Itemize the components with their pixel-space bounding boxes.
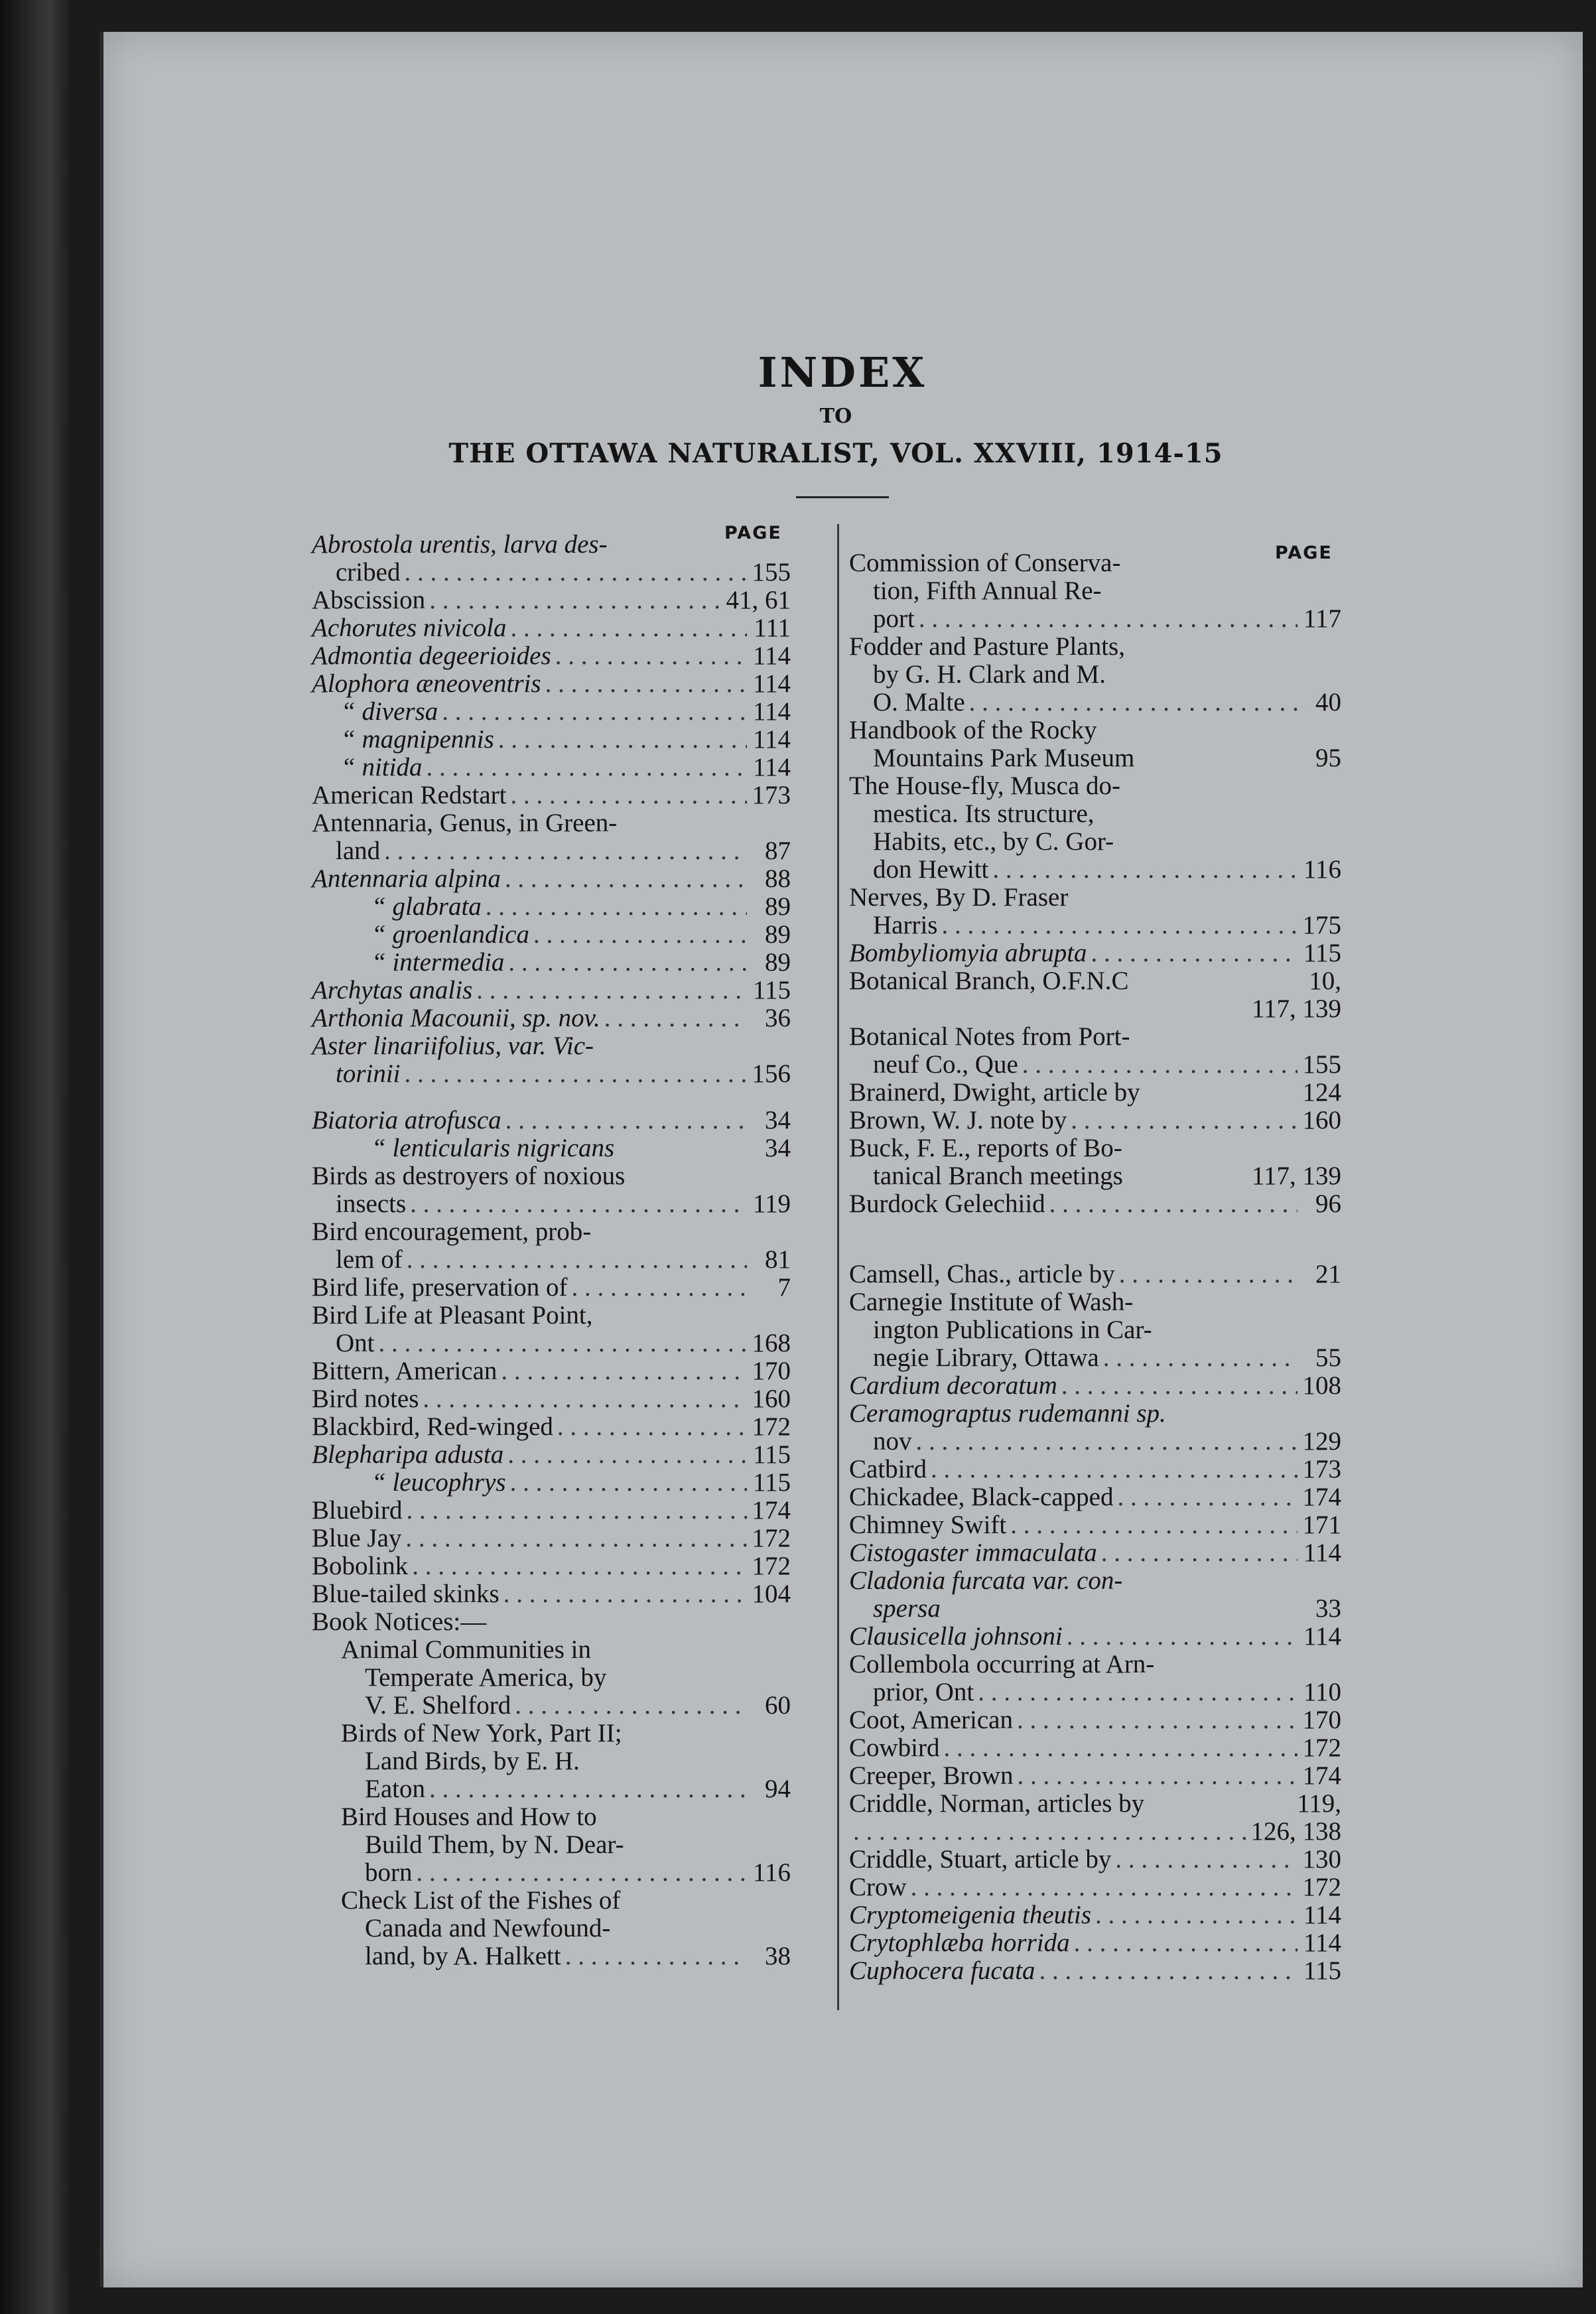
index-entry: Botanical Branch, O.F.N.C 10,: [849, 967, 1341, 995]
index-entry: Bird life, preservation of . . . 7: [312, 1274, 791, 1302]
index-entry: Arthonia Macounii, sp. nov. . . . 36: [312, 1004, 791, 1032]
index-entry: Bittern, American . . . 170: [312, 1357, 791, 1385]
column-divider: [837, 524, 839, 2010]
index-entry: Check List of the Fishes of Canada and Newfound- land, by A. Halkett . . . 38: [312, 1887, 791, 1970]
index-entry: Achorutes nivicola . . . 111: [312, 614, 791, 642]
index-entry: Antennaria alpina . . . 88: [312, 865, 791, 893]
index-entry: Carnegie Institute of Wash- ington Publications in Car- negie Library, Ottawa . . . 55: [849, 1288, 1341, 1372]
page-label-col1: PAGE: [724, 523, 782, 543]
index-entry: 117, 139: [1251, 994, 1341, 1023]
index-entry: Cardium decoratum . . . 108: [849, 1372, 1341, 1400]
index-entry: Creeper, Brown . . . 174: [849, 1762, 1341, 1790]
index-entry: Bobolink . . . 172: [312, 1552, 791, 1580]
index-entry: Alophora æneoventris . . . 114: [312, 670, 791, 698]
index-entry: Bird notes . . . 160: [312, 1385, 791, 1413]
index-entry: Abrostola urentis, larva des- cribed . . . 155: [312, 531, 791, 586]
index-entry: Botanical Notes from Port- neuf Co., Que . . . 155: [849, 1023, 1341, 1079]
book-spine: [0, 0, 72, 2314]
index-entry: “ diversa . . . 114: [312, 698, 791, 726]
page-label-col2: PAGE: [1275, 543, 1333, 563]
index-entry: “ nitida . . . 114: [312, 754, 791, 782]
index-entry: Antennaria, Genus, in Green- land . . . 87: [312, 809, 791, 865]
index-entry: Aster linariifolius, var. Vic- torinii . . . 156: [312, 1032, 791, 1088]
index-entry: “ magnipennis . . . 114: [312, 726, 791, 754]
index-entry: Catbird . . . 173: [849, 1456, 1341, 1483]
index-entry: American Redstart . . . 173: [312, 782, 791, 809]
index-entry: Brainerd, Dwight, article by 124: [849, 1078, 1341, 1107]
index-entry: Cryptomeigenia theutis . . . 114: [849, 1901, 1341, 1929]
index-entry: Birds as destroyers of noxious insects . . . 119: [312, 1162, 791, 1218]
index-entry: Ceramograptus rudemanni sp. nov . . . 129: [849, 1400, 1341, 1456]
index-entry: Chimney Swift . . . 171: [849, 1511, 1341, 1539]
index-entry: “ intermedia . . . 89: [312, 949, 791, 977]
index-entry: Bombyliomyia abrupta . . . 115: [849, 939, 1341, 967]
index-entry: “ glabrata . . . 89: [312, 893, 791, 921]
index-entry: Abscission . . . 41, 61: [312, 586, 791, 614]
index-entry: Nerves, By D. Fraser Harris . . . 175: [849, 884, 1341, 939]
index-entry: Brown, W. J. note by . . . 160: [849, 1107, 1341, 1134]
index-title-to: TO: [819, 405, 852, 428]
index-entry: Cuphocera fucata . . . 115: [849, 1957, 1341, 1985]
index-entry: Chickadee, Black-capped . . . 174: [849, 1483, 1341, 1511]
index-entry: Blue-tailed skinks . . . 104: [312, 1580, 791, 1608]
index-entry: Handbook of the Rocky Mountains Park Museum 95: [849, 716, 1341, 772]
index-entry: Criddle, Stuart, article by . . . 130: [849, 1846, 1341, 1873]
index-entry: Admontia degeerioides . . . 114: [312, 642, 791, 670]
index-entry: Cistogaster immaculata . . . 114: [849, 1539, 1341, 1567]
index-entry: “ leucophrys . . . 115: [312, 1469, 791, 1497]
index-entry: The House-fly, Musca do- mestica. Its structure, Habits, etc., by C. Gor- don Hewitt . . . 116: [849, 772, 1341, 884]
title-rule: [796, 496, 889, 498]
index-entry: “ groenlandica . . . 89: [312, 921, 791, 949]
index-column-right: [849, 549, 1341, 1985]
index-entry: Fodder and Pasture Plants, by G. H. Clark and M. O. Malte . . . 40: [849, 633, 1341, 716]
index-entry: Archytas analis . . . 115: [312, 977, 791, 1004]
index-entry: Collembola occurring at Arn- prior, Ont . . . 110: [849, 1651, 1341, 1706]
index-entry: Biatoria atrofusca . . . 34: [312, 1107, 791, 1134]
index-entry: Buck, F. E., reports of Bo- tanical Branch meetings 117, 139: [849, 1134, 1341, 1190]
index-entry: Cowbird . . . 172: [849, 1734, 1341, 1762]
index-entry: Coot, American . . . 170: [849, 1706, 1341, 1734]
index-entry: Criddle, Norman, articles by 119,: [849, 1789, 1341, 1818]
index-entry: Burdock Gelechiid . . . 96: [849, 1190, 1341, 1218]
index-entry: Cladonia furcata var. con- spersa 33: [849, 1566, 1341, 1623]
index-entry: Blue Jay . . . 172: [312, 1525, 791, 1552]
index-entry: Book Notices:—: [312, 1607, 487, 1636]
index-entry: Bird Life at Pleasant Point, Ont . . . 168: [312, 1302, 791, 1357]
index-entry: . . . 126, 138: [849, 1818, 1341, 1846]
index-entry: Bird Houses and How to Build Them, by N. Dear- born . . . 116: [312, 1803, 791, 1887]
index-entry: Clausicella johnsoni . . . 114: [849, 1623, 1341, 1651]
index-title: INDEX: [758, 348, 927, 397]
index-entry: Crytophlæba horrida . . . 114: [849, 1929, 1341, 1957]
index-entry: Bird encouragement, prob- lem of . . . 81: [312, 1218, 791, 1274]
index-column-left: [312, 531, 791, 1970]
index-entry: Blepharipa adusta . . . 115: [312, 1441, 791, 1469]
index-entry: Bluebird . . . 174: [312, 1497, 791, 1525]
index-entry: Birds of New York, Part II; Land Birds, by E. H. Eaton . . . 94: [312, 1720, 791, 1803]
index-entry: Animal Communities in Temperate America, by V. E. Shelford . . . 60: [312, 1636, 791, 1720]
journal-title: THE OTTAWA NATURALIST, VOL. XXVIII, 1914-15: [448, 438, 1223, 469]
index-entry: Blackbird, Red-winged . . . 172: [312, 1413, 791, 1441]
index-entry: “ lenticularis nigricans 34: [371, 1134, 791, 1162]
index-entry: Crow . . . 172: [849, 1873, 1341, 1901]
index-entry: Commission of Conserva- tion, Fifth Annual Re- port . . . 117: [849, 549, 1341, 633]
index-entry: Camsell, Chas., article by . . . 21: [849, 1260, 1341, 1288]
